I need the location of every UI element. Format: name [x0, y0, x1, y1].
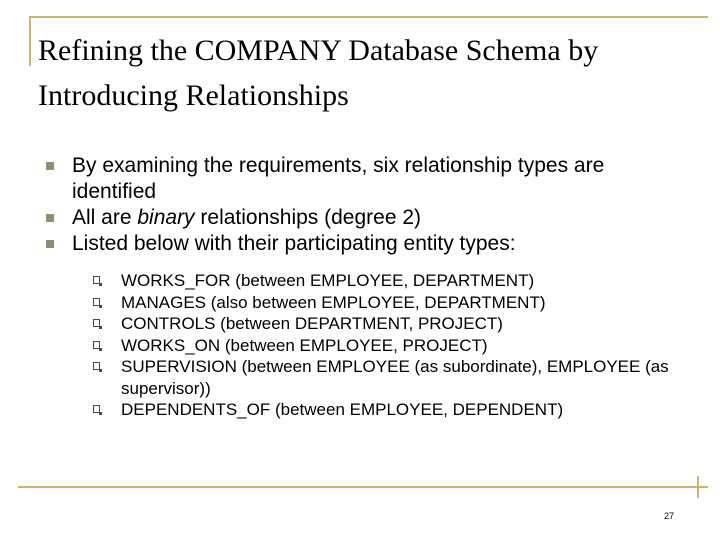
sub-bullet-list [72, 270, 686, 421]
bullet-emphasis: binary [137, 206, 195, 229]
bullet-item [46, 153, 686, 205]
hollow-square-bullet-icon [93, 362, 100, 370]
square-bullet-icon [46, 214, 54, 222]
sub-bullet-item [93, 356, 686, 399]
sub-bullet-text: WORKS_ON (between EMPLOYEE, PROJECT) [121, 335, 488, 355]
sub-bullet-text: WORKS_FOR (between EMPLOYEE, DEPARTMENT) [121, 271, 535, 290]
sub-bullet-item [93, 270, 686, 292]
sub-bullet-text: DEPENDENTS_OF (between EMPLOYEE, DEPENDENT) [121, 400, 564, 419]
hollow-square-bullet-icon [93, 341, 100, 349]
square-bullet-icon [46, 240, 54, 248]
bullet-text: By examining the requirements, six relationship types are identified [72, 154, 605, 203]
hollow-square-bullet-icon [93, 319, 100, 327]
bullet-list [46, 153, 686, 421]
frame-line-horizontal [29, 16, 708, 18]
frame-line-vertical [29, 16, 31, 66]
footer-rule-stub [697, 476, 699, 498]
square-bullet-icon [46, 162, 54, 170]
bullet-item [46, 205, 686, 231]
sub-bullet-text: SUPERVISION (between EMPLOYEE (as subordinate), EMPLOYEE (as supervisor)) [121, 357, 669, 398]
sub-bullet-item [93, 292, 686, 314]
sub-bullet-item [93, 399, 686, 421]
hollow-square-bullet-icon [93, 298, 100, 306]
page-number: 27 [664, 511, 675, 521]
sub-bullet-item [93, 335, 686, 357]
footer-rule [18, 486, 708, 488]
hollow-square-bullet-icon [93, 405, 100, 413]
sub-bullet-text: CONTROLS (between DEPARTMENT, PROJECT) [121, 314, 503, 333]
bullet-item [46, 231, 686, 421]
bullet-text-part: All are [72, 206, 138, 229]
sub-bullet-item [93, 313, 686, 335]
bullet-text-part: relationships (degree 2) [194, 206, 422, 229]
slide-title: Refining the COMPANY Database Schema by Introducing Relationships [38, 34, 599, 112]
bullet-text: Listed below with their participating entity types: [72, 232, 516, 255]
sub-bullet-text: MANAGES (also between EMPLOYEE, DEPARTMENT) [121, 292, 546, 312]
hollow-square-bullet-icon [93, 276, 100, 284]
